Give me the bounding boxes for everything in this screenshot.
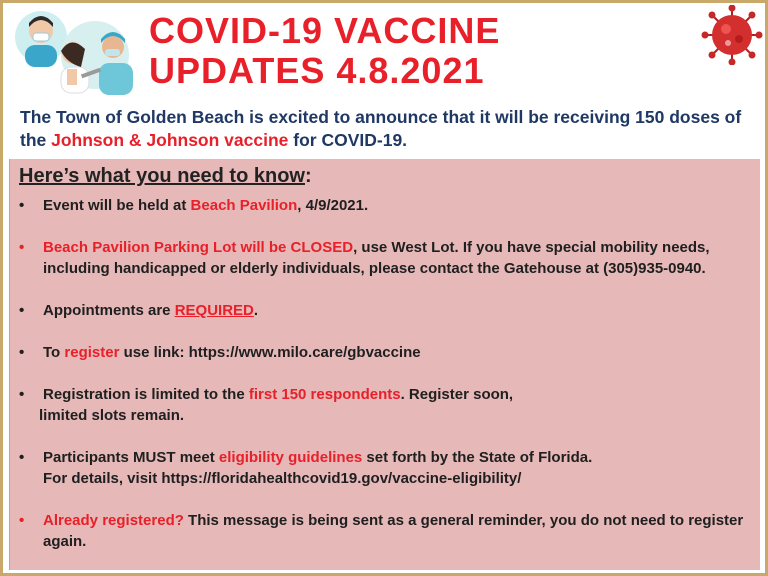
item-highlight: REQUIRED	[174, 302, 254, 319]
list-item	[10, 300, 760, 321]
eligibility-link[interactable]: For details, visit https://floridahealthcovid19.gov/vaccine-eligibility/	[43, 470, 522, 487]
item-text: Event will be held at	[43, 197, 191, 214]
item-highlight: first 150 respondents	[248, 386, 401, 403]
list-item	[10, 447, 760, 489]
bullet-dot: •	[19, 512, 25, 529]
intro-part-2: for COVID-19.	[288, 130, 408, 150]
item-highlight: register	[64, 344, 120, 361]
section-heading-text: Here’s what you need to know	[19, 165, 305, 187]
list-item	[10, 384, 760, 426]
item-text: This message is being sent as a general reminder, you do not need to register again.	[43, 512, 744, 550]
item-text: To	[43, 344, 65, 361]
item-text: , 4/9/2021.	[297, 197, 369, 214]
item-text: , use West Lot. If you have special mobility needs, including handicapped or elderly individuals, please contact the Gatehouse at (305)935-0940.	[43, 239, 710, 277]
item-text: Participants MUST meet	[43, 449, 219, 466]
item-text: .	[253, 302, 259, 319]
item-highlight: Beach Pavilion Parking Lot will be CLOSED	[43, 239, 354, 256]
bullet-dot: •	[19, 302, 25, 319]
item-text: limited slots remain.	[39, 407, 185, 424]
bullet-dot: •	[19, 239, 25, 256]
intro-text	[20, 106, 750, 152]
intro-part-1: The Town of Golden Beach is excited to announce that it will be receiving 150 doses of the	[20, 107, 742, 150]
item-highlight: Already registered?	[43, 512, 184, 529]
page-title	[149, 11, 500, 91]
item-text: . Register soon,	[400, 386, 514, 403]
healthcare-workers-icon	[11, 5, 137, 97]
bullet-list	[10, 195, 760, 573]
section-heading	[19, 165, 312, 188]
info-panel	[9, 159, 760, 570]
list-item	[10, 237, 760, 279]
bullet-dot: •	[19, 386, 25, 403]
intro-vaccine-name: Johnson & Johnson vaccine	[51, 130, 289, 150]
list-item	[10, 510, 760, 552]
bullet-dot: •	[19, 449, 25, 466]
item-highlight: Beach Pavilion	[190, 197, 298, 214]
section-heading-colon: :	[304, 165, 312, 187]
item-text: set forth by the State of Florida.	[362, 449, 593, 466]
coronavirus-icon	[701, 5, 763, 65]
registration-link[interactable]: use link: https://www.milo.care/gbvaccine	[119, 344, 421, 361]
title-line-1: COVID-19 VACCINE	[149, 10, 501, 51]
bullet-dot: •	[19, 344, 25, 361]
item-text: Appointments are	[43, 302, 175, 319]
header	[3, 3, 765, 159]
item-text: Registration is limited to the	[43, 386, 249, 403]
bullet-dot: •	[19, 197, 25, 214]
list-item	[10, 342, 760, 363]
item-highlight: eligibility guidelines	[218, 449, 363, 466]
list-item	[10, 195, 760, 216]
title-line-2: UPDATES 4.8.2021	[149, 50, 485, 91]
